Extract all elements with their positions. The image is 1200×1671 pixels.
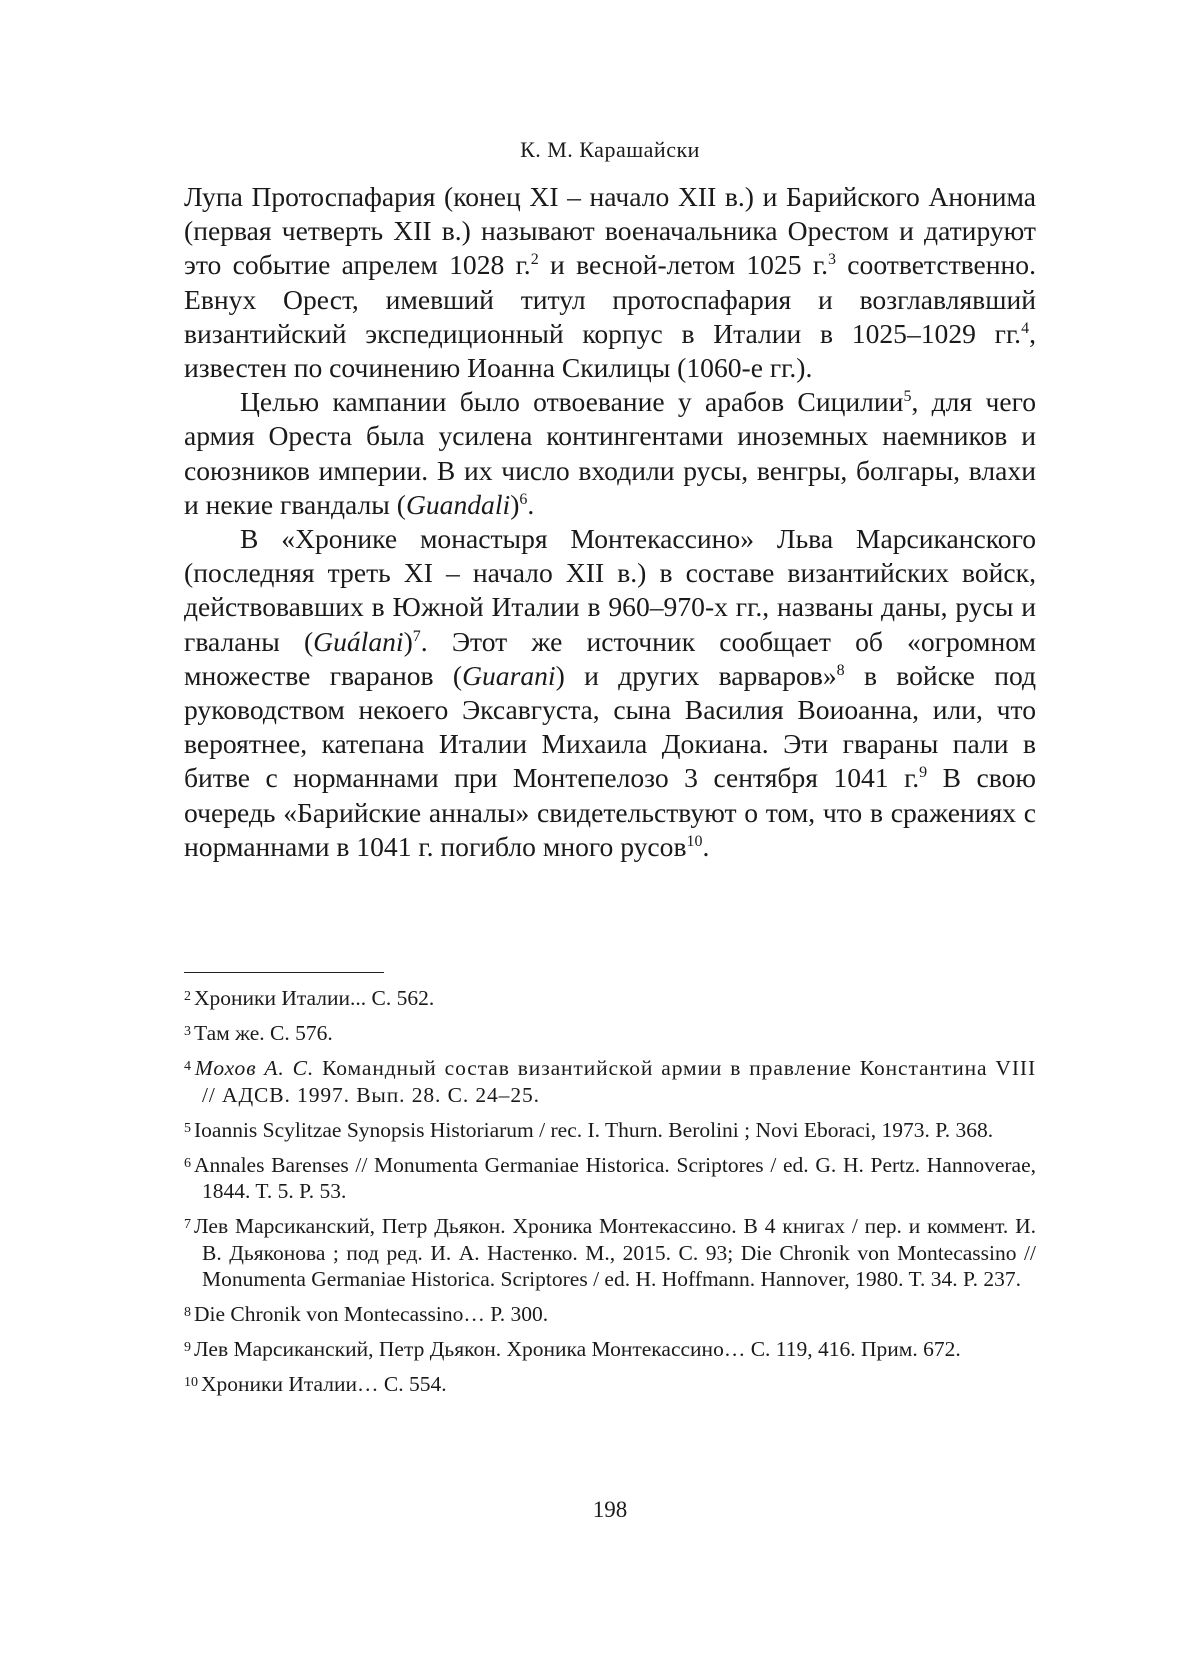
italic-term: Guandali <box>405 488 511 520</box>
text-run: , для чего армия Ореста была усилена контингентами иноземных наемников и союзников империи. В их число входили русы, венгры, болгары, влахи и некие гвандалы ( <box>184 386 1036 520</box>
paragraph-p2 <box>184 385 1036 522</box>
footnote-10 <box>184 1370 1036 1398</box>
footnote-4 <box>184 1054 1036 1108</box>
text-run: в войске под руководством некоего Эксавгуста, сына Василия Воиоанна, или, что вероятнее, катепана Италии Михаила Докиана. Эти гвараны пали в битве с норманнами при Монтепелозо 3 сентября 1041 г. <box>184 659 1037 794</box>
footnote-text: Хроники Италии... С. 562. <box>194 986 435 1010</box>
paragraph-p1 <box>184 180 1036 385</box>
footnote-3 <box>184 1019 1036 1047</box>
text-run: Целью кампании было отвоевание у арабов Сицилии <box>240 386 904 418</box>
text-run: . Этот же источник сообщает об «огромном множестве гваранов ( <box>184 625 1036 691</box>
footnote-number: 6 <box>184 1155 191 1171</box>
footnote-text: Лев Марсиканский, Петр Дьякон. Хроника Монтекассино… С. 119, 416. Прим. 672. <box>194 1337 961 1361</box>
footnote-number: 5 <box>184 1120 191 1136</box>
footnote-ref: 5 <box>903 388 912 406</box>
footnote-text: Лев Марсиканский, Петр Дьякон. Хроника Монтекассино. В 4 книгах / пер. и коммент. И. В. Дьяконова ; под ред. И. А. Настенко. М., 2015. С. 93; Die Chronik von Montecassino // Monumenta Germaniae Historica. Scriptores / ed. H. Hoffmann. Hannover, 1980. T. 34. P. 237. <box>194 1214 1036 1291</box>
footnote-text: Там же. С. 576. <box>194 1021 333 1045</box>
text-run: ) <box>403 625 413 657</box>
footnote-text: Die Chronik von Montecassino… P. 300. <box>194 1302 549 1326</box>
footnote-author: Мохов А. С. <box>194 1056 315 1080</box>
footnote-ref: 10 <box>686 832 703 850</box>
footnote-text: Ioannis Scylitzae Synopsis Historiarum / rec. I. Thurn. Berolini ; Novi Eboraci, 1973. P. 368. <box>194 1117 994 1142</box>
footnotes <box>184 984 1036 1405</box>
footnote-number: 4 <box>184 1059 192 1074</box>
text-run: ) <box>510 488 520 520</box>
main-text <box>184 180 1036 864</box>
text-run: ) и других варваров» <box>555 659 837 691</box>
footnote-number: 3 <box>184 1024 191 1039</box>
running-head: К. М. Карашайски <box>520 137 700 162</box>
footnote-number: 10 <box>184 1375 198 1390</box>
footnote-number: 8 <box>184 1305 191 1320</box>
text-run: В свою очередь «Барийские анналы» свидетельствуют о том, что в сражениях с норманнами в 1041 г. погибло много русов <box>184 762 1037 862</box>
footnote-ref: 8 <box>836 661 845 679</box>
footnote-6 <box>184 1151 1036 1205</box>
italic-term: Guálani <box>313 625 404 657</box>
footnote-text: Annales Barenses // Monumenta Germaniae Historica. Scriptores / ed. G. H. Pertz. Hannoverae, 1844. T. 5. P. 53. <box>194 1152 1036 1203</box>
footnote-ref: 2 <box>530 251 539 269</box>
footnote-text: Хроники Италии… С. 554. <box>201 1372 447 1396</box>
text-run: , известен по сочинению Иоанна Скилицы (1060-е гг.). <box>184 317 1036 384</box>
footnote-ref: 7 <box>412 627 421 645</box>
footnote-ref: 3 <box>827 251 836 269</box>
footnote-ref: 9 <box>919 764 928 782</box>
text-run: . <box>702 830 710 862</box>
footnote-number: 7 <box>184 1217 191 1232</box>
footnote-ref: 6 <box>519 490 528 508</box>
footnote-5 <box>184 1116 1036 1144</box>
book-page <box>184 0 1036 1671</box>
footnote-text: Командный состав византийской армии в правление Константина VIII // АДСВ. 1997. Вып. 28. С. 24–25. <box>202 1056 1036 1107</box>
text-run: В «Хронике монастыря Монтекассино» Льва Марсиканского (последняя треть XI – начало XII в.) в составе византийских войск, действовавших в Южной Италии в 960–970-х гг., названы даны, русы и гваланы ( <box>184 523 1036 657</box>
footnote-2 <box>184 984 1036 1012</box>
footnote-ref: 4 <box>1021 319 1030 337</box>
footnote-number: 2 <box>184 989 191 1004</box>
text-run: Лупа Протоспафария (конец XI – начало XII в.) и Барийского Анонима (первая четверть XII в.) называют военачальника Орестом и датируют это событие апрелем 1028 г. <box>184 181 1036 281</box>
footnote-separator <box>184 972 384 973</box>
page-number: 198 <box>592 1497 628 1522</box>
footnote-number: 9 <box>184 1340 191 1355</box>
text-run: . <box>527 488 535 520</box>
text-run: и весной-летом 1025 г. <box>538 249 828 281</box>
footnote-8 <box>184 1300 1036 1328</box>
footnote-7 <box>184 1212 1036 1293</box>
text-run: соответственно. Евнух Орест, имевший титул протоспафария и возглавлявший византийский экспедиционный корпус в Италии в 1025–1029 гг. <box>184 249 1036 349</box>
footnote-9 <box>184 1335 1036 1363</box>
paragraph-p3 <box>184 522 1036 864</box>
italic-term: Guarani <box>462 659 556 691</box>
